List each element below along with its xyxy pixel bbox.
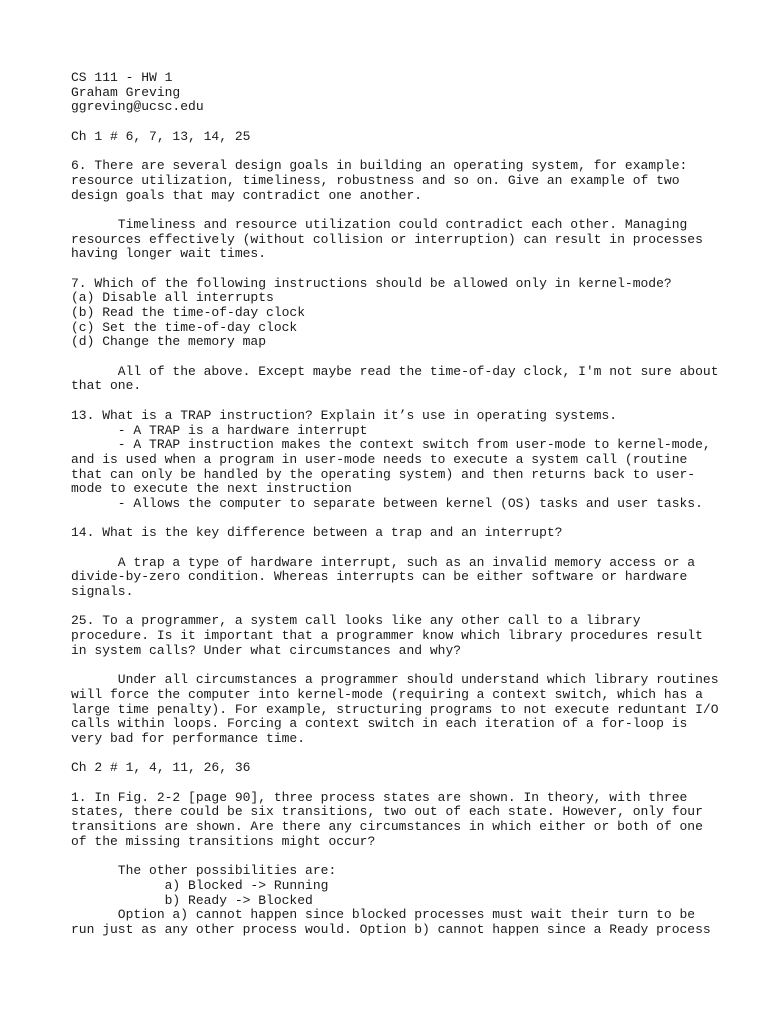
chapter-2-heading: Ch 2 # 1, 4, 11, 26, 36 bbox=[71, 760, 251, 776]
answer-line: resources effectively (without collision or interruption) can result in processes bbox=[71, 231, 703, 247]
option-a: (a) Disable all interrupts bbox=[71, 290, 274, 306]
answer-13 bbox=[71, 424, 731, 512]
question-7 bbox=[71, 277, 731, 350]
answer-line: that one. bbox=[71, 378, 142, 394]
answer-line: Timeliness and resource utilization could contradict each other. Managing bbox=[71, 216, 688, 232]
question-line: 14. What is the key difference between a trap and an interrupt? bbox=[71, 525, 563, 541]
answer-line: that can only be handled by the operating system) and then returns back to user- bbox=[71, 466, 696, 482]
question-line: procedure. Is it important that a programmer know which library procedures result bbox=[71, 628, 703, 644]
option-d: (d) Change the memory map bbox=[71, 334, 267, 350]
answer-line: will force the computer into kernel-mode (requiring a context switch, which has a bbox=[71, 686, 703, 702]
answer-line: Under all circumstances a programmer should understand which library routines bbox=[71, 672, 719, 688]
answer-line: - Allows the computer to separate between kernel (OS) tasks and user tasks. bbox=[71, 495, 703, 511]
question-line: 6. There are several design goals in building an operating system, for example: bbox=[71, 158, 688, 174]
question-line: 13. What is a TRAP instruction? Explain it’s use in operating systems. bbox=[71, 407, 618, 423]
question-line: 1. In Fig. 2-2 [page 90], three process states are shown. In theory, with three bbox=[71, 789, 688, 805]
question-line: in system calls? Under what circumstances and why? bbox=[71, 642, 462, 658]
answer-line: mode to execute the next instruction bbox=[71, 481, 352, 497]
question-line: states, there could be six transitions, two out of each state. However, only four bbox=[71, 804, 703, 820]
answer-line: - A TRAP is a hardware interrupt bbox=[71, 422, 368, 438]
author-email: ggreving@ucsc.edu bbox=[71, 99, 204, 115]
answer-line: large time penalty). For example, structuring programs to not execute reduntant I/O bbox=[71, 701, 719, 717]
question-6 bbox=[71, 159, 731, 203]
answer-line: b) Ready -> Blocked bbox=[71, 892, 313, 908]
question-line: of the missing transitions might occur? bbox=[71, 833, 376, 849]
answer-line: run just as any other process would. Option b) cannot happen since a Ready process bbox=[71, 921, 711, 937]
answer-6 bbox=[71, 218, 731, 262]
answer-line: very bad for performance time. bbox=[71, 730, 306, 746]
question-14 bbox=[71, 526, 731, 541]
answer-line: All of the above. Except maybe read the time-of-day clock, I'm not sure about bbox=[71, 363, 719, 379]
answer-line: - A TRAP instruction makes the context switch from user-mode to kernel-mode, bbox=[71, 437, 711, 453]
document-header bbox=[71, 71, 731, 115]
ch2-question-1 bbox=[71, 791, 731, 850]
answer-line: signals. bbox=[71, 584, 134, 600]
answer-line: divide-by-zero condition. Whereas interrupts can be either software or hardware bbox=[71, 569, 688, 585]
question-line: resource utilization, timeliness, robustness and so on. Give an example of two bbox=[71, 172, 680, 188]
answer-line: A trap a type of hardware interrupt, such as an invalid memory access or a bbox=[71, 554, 696, 570]
answer-14 bbox=[71, 556, 731, 600]
question-line: 25. To a programmer, a system call looks like any other call to a library bbox=[71, 613, 641, 629]
answer-line: and is used when a program in user-mode needs to execute a system call (routine bbox=[71, 451, 688, 467]
course-title: CS 111 - HW 1 bbox=[71, 70, 173, 85]
answer-line: The other possibilities are: bbox=[71, 863, 337, 879]
answer-line: having longer wait times. bbox=[71, 246, 267, 262]
answer-7 bbox=[71, 365, 731, 394]
question-line: transitions are shown. Are there any circumstances in which either or both of one bbox=[71, 819, 703, 835]
question-line: 7. Which of the following instructions should be allowed only in kernel-mode? bbox=[71, 275, 672, 291]
question-13 bbox=[71, 409, 731, 424]
document-page bbox=[71, 71, 731, 938]
option-c: (c) Set the time-of-day clock bbox=[71, 319, 298, 335]
chapter-1-heading: Ch 1 # 6, 7, 13, 14, 25 bbox=[71, 128, 251, 144]
option-b: (b) Read the time-of-day clock bbox=[71, 305, 306, 320]
question-line: design goals that may contradict one another. bbox=[71, 187, 423, 203]
answer-line: a) Blocked -> Running bbox=[71, 877, 329, 893]
ch2-answer-1 bbox=[71, 864, 731, 937]
author-name: Graham Greving bbox=[71, 84, 181, 100]
answer-25 bbox=[71, 673, 731, 746]
answer-line: Option a) cannot happen since blocked processes must wait their turn to be bbox=[71, 907, 696, 923]
answer-line: calls within loops. Forcing a context switch in each iteration of a for-loop is bbox=[71, 716, 688, 732]
question-25 bbox=[71, 614, 731, 658]
